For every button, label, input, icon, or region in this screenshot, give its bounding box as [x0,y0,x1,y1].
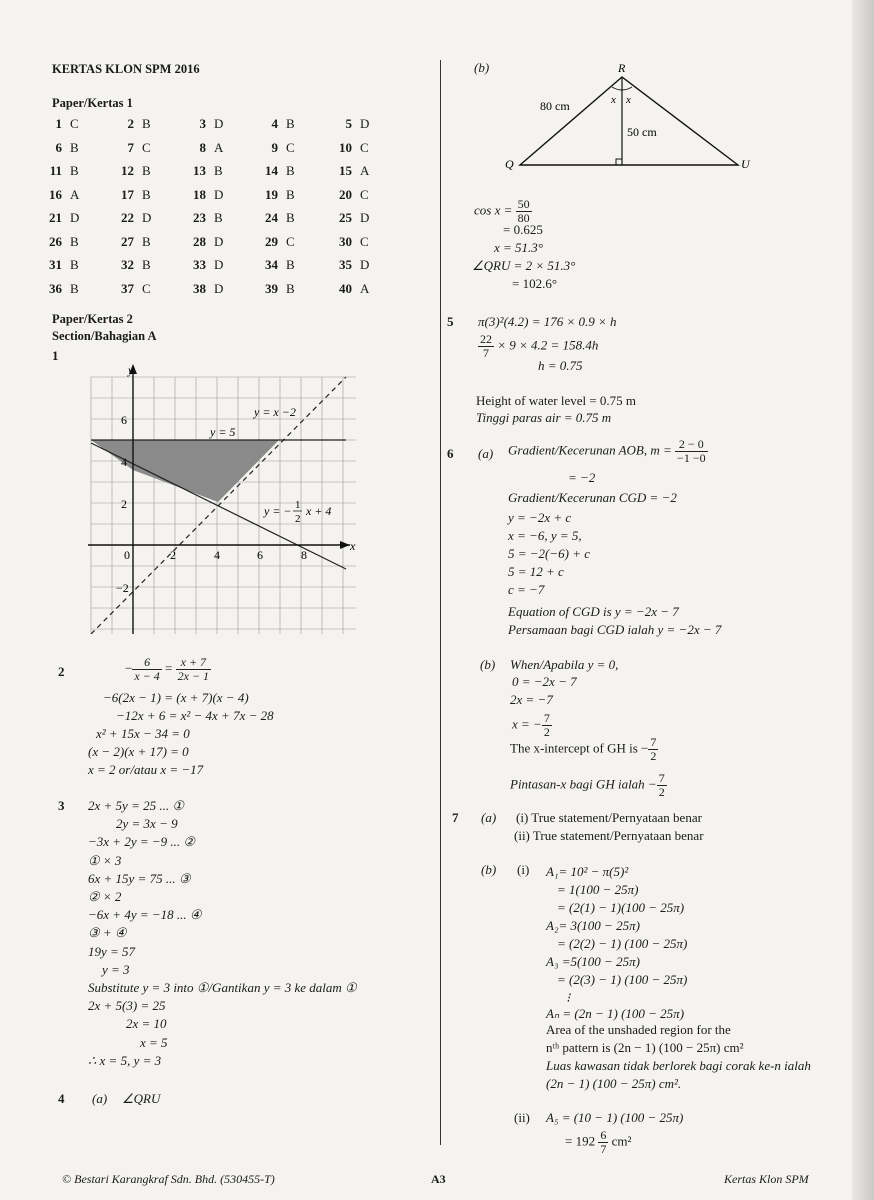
q3-line: Substitute y = 3 into ①/Gantikan y = 3 ke dalam ① [88,980,357,995]
answer-letter: A [360,280,370,296]
q3-number: 3 [58,798,65,813]
q7bi-label: (i) [517,862,530,877]
q4-triangle-diagram [500,60,760,174]
answer-item [112,140,151,156]
answer-item [184,234,223,250]
answer-letter: B [70,139,79,155]
x-axis-label: x [350,539,356,553]
q7bii-label: (ii) [514,1110,530,1125]
answer-item [184,281,223,297]
answer-item [40,210,79,226]
answer-item [184,257,223,273]
q2-line: x² + 15x − 34 = 0 [96,726,190,741]
q7b-line: Aₙ = (2n − 1) (100 − 25π) [546,1006,685,1021]
q4a-label: (a) [92,1091,108,1106]
answer-letter: C [70,116,79,131]
answer-number: 16 [49,186,62,202]
shaded-region [91,440,279,502]
q6a-line: Gradient/Kecerunan CGD = −2 [508,490,677,505]
y-axis-label: y [128,363,134,377]
q4a-answer: ∠QRU [122,1091,161,1106]
label-y5: y = 5 [210,425,236,439]
column-divider [440,60,441,1145]
answer-number: 3 [199,116,206,131]
answer-item [40,163,79,179]
q2-line: −12x + 6 = x² − 4x + 7x − 28 [116,708,274,723]
q4b-label: (b) [474,60,490,75]
q7b-line: = 1(100 − 25π) [557,882,639,897]
answer-letter: B [142,257,151,272]
q7b-line: Area of the unshaded region for the [546,1022,731,1037]
answer-number: 22 [121,210,134,225]
q6b-pintasan: Pintasan-x bagi GH ialah − $\frac{7}{2}$ [510,771,665,799]
q1-graph [88,362,356,634]
vertex-q: Q [505,157,514,171]
answer-number: 20 [339,186,352,202]
answer-letter: B [286,163,295,178]
answer-number: 33 [193,257,206,272]
q3-line: y = 3 [102,961,130,977]
answer-number: 24 [265,210,278,225]
q5-line: h = 0.75 [538,358,583,373]
answer-letter: D [214,186,224,202]
q5-line: Height of water level = 0.75 m [476,393,637,408]
q6a-line: x = −6, y = 5, [508,528,582,543]
answer-letter: A [70,186,80,202]
tick-x-2: 2 [170,548,176,562]
q7b-line: ⁝ [566,990,571,1005]
q4-line: ∠QRU = 2 × 51.3° [472,258,576,273]
triangle-qru [520,77,738,165]
answer-letter: C [360,139,369,155]
page-title: KERTAS KLON SPM 2016 [52,62,200,76]
answer-item [330,234,369,250]
origin-label: 0 [124,548,130,562]
answer-letter: B [70,233,79,249]
answer-item [112,116,151,132]
q3-line: ∴ x = 5, y = 3 [88,1052,162,1068]
answer-number: 1 [55,116,62,131]
footer-series: Kertas Klon SPM [724,1172,809,1186]
page-edge [852,0,874,1200]
q6a-line: 5 = 12 + c [508,564,564,579]
answer-letter: B [286,280,295,296]
answer-number: 6 [55,139,62,155]
answer-number: 25 [339,210,352,225]
answer-number: 23 [193,210,206,225]
answer-item [112,163,151,179]
answer-number: 11 [49,163,62,178]
angle-x-left: x [611,94,616,106]
q7b-line: A₃ =5(100 − 25π) [546,954,640,969]
q3-line: 2x = 10 [126,1016,167,1032]
q7b-label: (b) [481,862,497,877]
answer-letter: B [286,210,295,225]
answer-letter: B [142,163,151,178]
q7b-line: = (2(3) − 1) (100 − 25π) [557,972,688,987]
q6a-line: Persamaan bagi CGD ialah y = −2x − 7 [508,622,722,637]
q7b-line: = (2(2) − 1) (100 − 25π) [557,936,688,951]
answer-item [184,140,223,156]
q3-line: 2x + 5(3) = 25 [88,998,166,1014]
answer-number: 4 [271,116,278,131]
answer-letter: B [214,163,223,178]
side-label: 80 cm [540,99,570,113]
answer-item [330,116,369,132]
answer-number: 15 [339,163,352,178]
q7b-line: Luas kawasan tidak berlorek bagi corak ke-n ialah [546,1058,811,1073]
answer-item [40,281,79,297]
footer-page-number: A3 [431,1172,446,1186]
q6a-line: 5 = −2(−6) + c [508,546,591,561]
answer-number: 9 [271,139,278,155]
answer-item [256,234,295,250]
tick-y-neg2: −2 [116,581,129,595]
answer-number: 34 [265,257,278,272]
q4-number: 4 [58,1091,65,1106]
answer-item [112,210,151,226]
height-label: 50 cm [627,125,657,139]
q7bii-line: A₅ = (10 − 1) (100 − 25π) [546,1110,684,1125]
answer-number: 27 [121,233,134,249]
answer-item [330,163,369,179]
q6a-line: y = −2x + c [508,510,572,525]
answer-item [330,281,369,297]
tick-x-4: 4 [214,548,220,562]
answer-item [112,281,151,297]
answer-letter: B [286,116,295,131]
answer-number: 40 [339,280,352,296]
answer-item [112,257,151,273]
tick-y-6: 6 [121,413,127,427]
paper2-title: Paper/Kertas 2 [52,312,133,326]
answer-number: 2 [127,116,134,131]
answer-letter: D [214,257,224,272]
answer-number: 32 [121,257,134,272]
answer-letter: C [360,233,369,249]
q6-gradient: Gradient/Kecerunan AOB, m = $\frac{2 - 0}{-1 -0}$ [508,437,706,465]
answer-item [184,187,223,203]
label-x4: x + 4 [306,504,332,518]
angle-x-right: x [626,94,631,106]
answer-number: 21 [49,210,62,225]
answer-item [40,187,79,203]
q2-line: x = 2 or/atau x = −17 [88,762,204,777]
answer-number: 10 [339,139,352,155]
tick-x-6: 6 [257,548,263,562]
answer-letter: A [360,163,370,178]
q6a-line: c = −7 [508,582,545,597]
right-angle-mark [616,159,622,165]
paper1-title: Paper/Kertas 1 [52,96,133,110]
answer-letter: D [142,210,152,225]
answer-letter: B [142,233,151,249]
q5-line2: $\frac{22}{7}$ × 9 × 4.2 = 158.4h [480,332,599,360]
answer-letter: B [286,257,295,272]
q7bii-answer: = 192 $\frac{6}{7}$ cm² [565,1128,632,1156]
vertex-u: U [741,157,750,171]
answer-item [112,234,151,250]
q5-line: Tinggi paras air = 0.75 m [476,410,612,425]
q7-number: 7 [452,810,459,825]
answer-item [330,210,369,226]
answer-item [112,187,151,203]
q4-line: = 102.6° [512,276,558,291]
q6b-xintercept: The x-intercept of GH is − $\frac{7}{2}$ [510,735,657,763]
label-half-den: 2 [295,513,301,525]
q2-equation: − $\frac{6}{x - 4}$ = $\frac{x + 7}{2x - 1}$ [125,655,210,683]
q7a-item: (i) True statement/Pernyataan benar [516,810,702,825]
q2-number: 2 [58,664,65,679]
vertex-r: R [618,61,626,75]
answer-letter: D [360,210,370,225]
answer-number: 36 [49,280,62,296]
footer-copyright: © Bestari Karangkraf Sdn. Bhd. (530455-T) [62,1172,275,1186]
answer-letter: D [214,233,224,249]
answer-number: 18 [193,186,206,202]
q3-line: 2x + 5y = 25 ... ① [88,798,184,813]
answer-item [40,140,79,156]
tick-x-8: 8 [301,548,307,562]
answer-number: 31 [49,257,62,272]
answer-letter: B [142,186,151,202]
answer-number: 13 [193,163,206,178]
q7b-line: (2n − 1) (100 − 25π) cm². [546,1076,682,1091]
q6a-label: (a) [478,446,494,461]
answer-number: 38 [193,280,206,296]
q3-line: −6x + 4y = −18 ... ④ [88,907,202,923]
q6b-xline: x = − $\frac{7}{2}$ [512,711,550,739]
q6b-line: When/Apabila y = 0, [510,657,619,672]
answer-number: 7 [127,139,134,155]
answer-letter: B [70,280,79,296]
answer-number: 30 [339,233,352,249]
answer-item [330,187,369,203]
q3-line: ③ + ④ [88,925,127,941]
answer-letter: C [142,139,151,155]
answer-number: 39 [265,280,278,296]
answer-letter: A [214,139,224,155]
q6a-line: = −2 [568,470,596,485]
q3-line: 2y = 3x − 9 [116,816,178,832]
answer-letter: B [214,210,223,225]
label-y-half: y = − [264,504,292,518]
q3-line: 19y = 57 [88,943,136,959]
q5-number: 5 [447,314,454,329]
answer-number: 37 [121,280,134,296]
answer-number: 28 [193,233,206,249]
q7b-line: nᵗʰ pattern is (2n − 1) (100 − 25π) cm² [546,1040,744,1055]
answer-item [40,234,79,250]
answer-letter: C [360,186,369,202]
q2-line: (x − 2)(x + 17) = 0 [88,744,189,759]
answer-number: 35 [339,257,352,272]
answer-number: 29 [265,233,278,249]
q4-line: = 0.625 [503,222,543,237]
q3-line: 6x + 15y = 75 ... ③ [88,870,191,886]
answer-item [184,163,223,179]
answer-number: 12 [121,163,134,178]
q3-line: ② × 2 [88,889,122,904]
answer-letter: B [286,186,295,202]
label-y-x-2: y = x −2 [254,405,296,419]
answer-number: 17 [121,186,134,202]
answer-letter: B [70,163,79,178]
q6-number: 6 [447,446,454,461]
answer-item [256,140,295,156]
answer-number: 8 [199,139,206,155]
answer-letter: C [142,280,151,296]
q7b-line: A₁= 10² − π(5)² [546,864,629,879]
answer-letter: D [70,210,80,225]
q6b-label: (b) [480,657,496,672]
answer-letter: C [286,139,295,155]
q3-line: x = 5 [140,1034,168,1050]
answer-number: 14 [265,163,278,178]
answer-item [256,187,295,203]
section-title: Section/Bahagian A [52,329,157,343]
answer-letter: D [214,280,224,296]
q3-line: ① × 3 [88,852,122,868]
q3-line: −3x + 2y = −9 ... ② [88,834,196,850]
tick-y-4: 4 [121,455,127,469]
answer-item [330,140,369,156]
q1-number: 1 [52,348,59,363]
q5-line: π(3)²(4.2) = 176 × 0.9 × h [478,314,617,329]
answer-item [256,257,295,273]
answer-number: 19 [265,186,278,202]
label-half-num: 1 [295,499,301,511]
answer-item [330,257,369,273]
answer-item [256,281,295,297]
answer-item [40,116,79,132]
answer-item [40,257,79,273]
answer-item [256,116,295,132]
q4-line: x = 51.3° [494,240,543,255]
q2-line: −6(2x − 1) = (x + 7)(x − 4) [103,690,249,705]
x-axis-arrow [340,541,350,549]
answer-letter: D [360,116,370,131]
tick-y-2: 2 [121,497,127,511]
answer-item [184,210,223,226]
q7b-line: A₂= 3(100 − 25π) [546,918,640,933]
q4-cos: cos x = $\frac{50}{80}$ [474,197,530,225]
q7a-item: (ii) True statement/Pernyataan benar [514,828,704,843]
answer-item [256,163,295,179]
q6a-line: Equation of CGD is y = −2x − 7 [508,604,679,619]
answer-item [184,116,223,132]
answer-number: 5 [345,116,352,131]
answer-letter: D [214,116,224,131]
q7a-label: (a) [481,810,497,825]
answer-item [256,210,295,226]
q6b-line: 2x = −7 [510,692,553,707]
answer-letter: B [142,116,151,131]
answer-number: 26 [49,233,62,249]
answer-letter: D [360,257,370,272]
answer-letter: B [70,257,79,272]
q6b-line: 0 = −2x − 7 [512,674,577,689]
q7b-line: = (2(1) − 1)(100 − 25π) [557,900,685,915]
answer-letter: C [286,233,295,249]
